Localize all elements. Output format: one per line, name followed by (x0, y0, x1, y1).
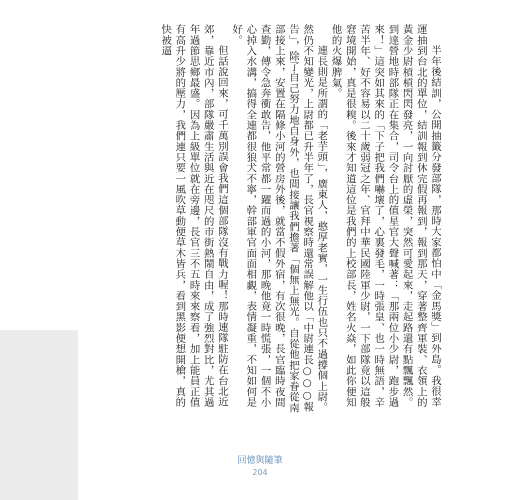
page-number: 204 (252, 468, 268, 477)
paragraph-3: 但話說回來，可千萬別誤會我們這個部隊沒有戰力喔！那時連隊駐防在台北近郊，靠近市內，部隊嚴肅生活與近在咫尺的市街熱鬧自由，成了強烈對比，尤其過年過節思鄉最盛。因為上級單位就在旁邊，長官三不五時來來察看，加上能員正值有高升少將的壓力，我們連只要一風吹草動便草木皆兵，看到黑影便想開槍，真的快被逼 (159, 24, 228, 408)
paragraph-2: 連長則是所謂的「老芋頭」，廣東人，憨厚老實，一生行伍也只不過撐個上尉。然仍不知變光，上尉都已升半年了，長官視察時還常誤解他以「中尉連長○○○報告」，除了自己努力地自身外，也間接讓我們擔著「個無上無光。自從他把家眷從南部接上來，安置在隔條小河的營房外後，就當不假外宿，有次很晚，長官臨時夜間查勤，傳令急奔衝敢告，他平常都一躍而過的小河，那晚他竟一時慌張，一個不小心掉入水溝，搞得全連都很狼犬不寧，幹部軍官面面相覷，表情凝重，不知如何是好。 (230, 24, 328, 413)
paragraph-1: 半年後結訓，公開抽籤分發部隊，那時大家都怕中「金馬獎」到外島。我很幸運抽到台北的單位，結訓報到休完假再報到，報到那天，穿著整齊軍裝、衣領上的黃金少尉槓槓閃閃發亮，一向討厭的虛榮，突然可愛起來，走起路還有點飄飄然。到達營地時部隊正在集合，司令台上的值星官大聲喊著：「那兩位小少尉，跑步過來！」這突如其來的「下子把我們嚇壞了，心裏發毛，一時張皇、也一時無語，辛苦半年、好不容易以二十歲弱冠之年、官拜中華民國陸軍少尉，一下部隊竟以這般窘境開始，真是很糗。後來才知道這位是我們的上校部長，姓名火焱，如此你便知他的火爆脾氣。 (329, 24, 441, 408)
book-title: 回憶與隨筆 (237, 456, 283, 466)
vertical-text-body (112, 24, 442, 414)
page-footer (0, 456, 520, 478)
